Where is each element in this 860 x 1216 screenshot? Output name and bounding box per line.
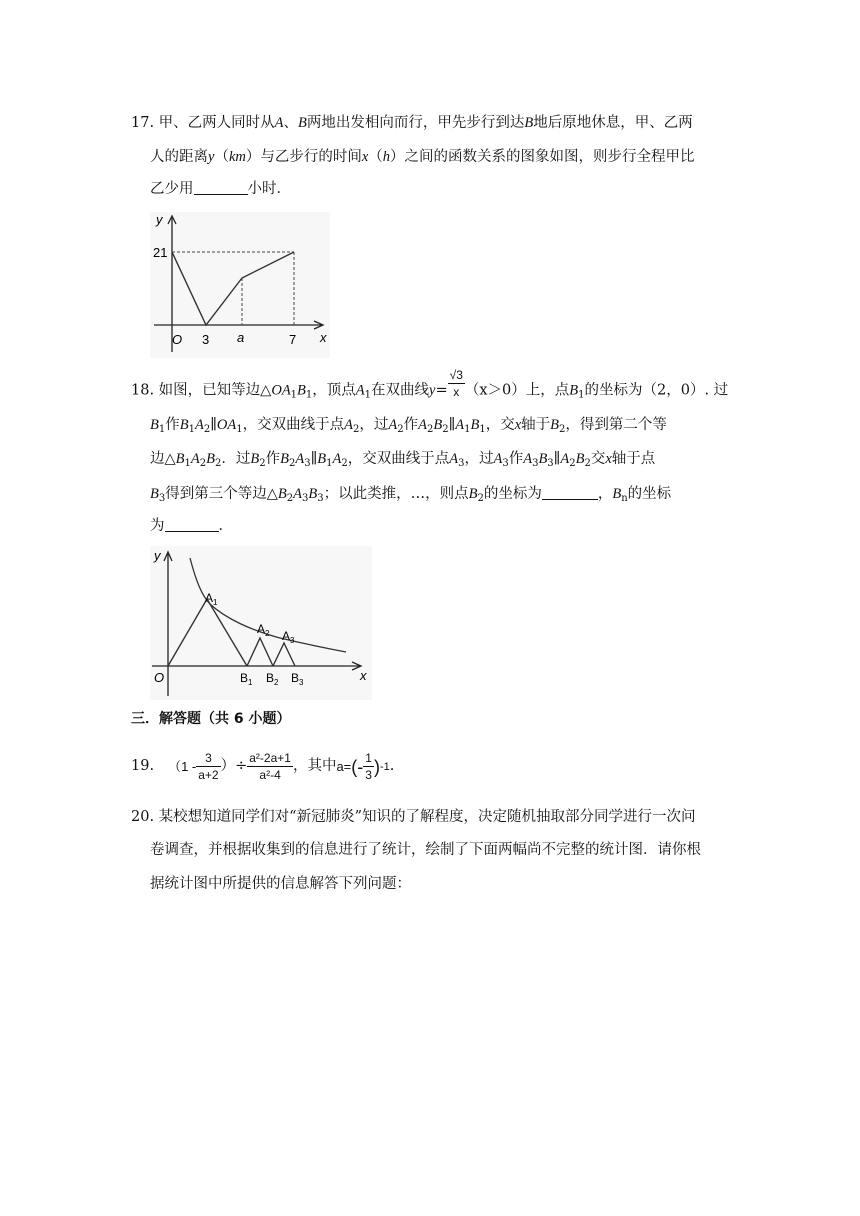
label-B3: $B_3$ bbox=[291, 671, 304, 687]
label-A1: $A_1$ bbox=[205, 591, 218, 607]
q17-line3: 乙少用 小时． bbox=[150, 181, 291, 197]
q18-line2: $B_1$作$B_1A_2\parallel OA_1$，交双曲线于点$A_2$，过$A_2$作$A_2B_2\parallel A_1B_1$，交x轴于$B_2$，得到第二个等 bbox=[150, 417, 667, 435]
answer-blank-bn bbox=[165, 521, 219, 532]
fraction-3-over-a-plus-2: $\frac{3}{a+2}$ bbox=[198, 751, 219, 782]
label-A3: $A_3$ bbox=[282, 629, 295, 645]
q17-line1: 17. 甲、乙两人同时从A、B两地出发相向而行，甲先步行到达B地后原地休息，甲、乙两 bbox=[131, 115, 693, 131]
x-tick-a: a bbox=[237, 330, 245, 345]
origin-label: O bbox=[172, 332, 183, 347]
x-tick-7: 7 bbox=[289, 332, 297, 347]
label-A2: $A_2$ bbox=[257, 622, 270, 638]
answer-blank bbox=[194, 184, 248, 195]
q20-line1: 20. 某校想知道同学们对“新冠肺炎”知识的了解程度，决定随机抽取部分同学进行一次问 bbox=[131, 809, 696, 825]
q17-number: 17. bbox=[131, 115, 155, 131]
q20-line3: 据统计图中所提供的信息解答下列问题： bbox=[150, 876, 411, 892]
q19-line: 19. （1 - $\frac{3}{a+2}$ ）÷ $\frac{\text{a²-2a+1}}{\text{a²-4}}$ ，其中 a= (- $\frac{1}{3}$ ) -1 . bbox=[131, 751, 395, 782]
q18-line3: 边$\triangle B_1A_2B_2$．过$B_2$作$B_2A_3\parallel B_1A_2$，交双曲线于点$A_3$，过$A_3$作$A_3B_3\parallel A_2B_2$交x轴于点 bbox=[150, 451, 656, 469]
q18-graph bbox=[150, 546, 372, 700]
q17-line2: 人的距离y（km）与乙步行的时间x（h）之间的函数关系的图象如图，则步行全程甲比 bbox=[150, 149, 695, 165]
x-tick-3: 3 bbox=[202, 332, 210, 347]
y-axis-label: y bbox=[156, 212, 163, 227]
fraction-one-third: $\frac{1}{3}$ bbox=[365, 751, 372, 782]
hyperbola-fraction: $\frac{√3}{x}$ bbox=[449, 368, 463, 399]
q18-line5: 为 ． bbox=[150, 518, 233, 534]
label-B1: $B_1$ bbox=[240, 671, 253, 687]
section-title: 三．解答题（共 6 小题） bbox=[131, 711, 291, 727]
origin-label: O bbox=[154, 670, 165, 685]
y-axis-label: y bbox=[154, 548, 161, 563]
label-B2: $B_2$ bbox=[266, 671, 279, 687]
y-tick-21: 21 bbox=[153, 245, 168, 260]
answer-blank-b2 bbox=[542, 489, 598, 500]
fraction-main: $\frac{\text{a²-2a+1}}{\text{a²-4}}$ bbox=[249, 751, 291, 782]
x-axis-label: x bbox=[320, 330, 327, 345]
q18-line1: 18. 如图，已知等边$\triangle OA_1B_1$，顶点$A_1$在双曲线y= $\frac{√3}{x}$ （x＞0）上，点$B_1$的坐标为（2，0）. 过 bbox=[131, 368, 729, 401]
q17-graph bbox=[150, 212, 330, 358]
x-axis-label: x bbox=[360, 668, 367, 683]
q20-line2: 卷调查，并根据收集到的信息进行了统计，绘制了下面两幅尚不完整的统计图．请你根 bbox=[150, 842, 701, 858]
q18-line4: $B_3$得到第三个等边$\triangle B_2A_3B_3$；以此类推，…，则点$B_2$的坐标为 ，$B_n$的坐标 bbox=[150, 486, 672, 504]
